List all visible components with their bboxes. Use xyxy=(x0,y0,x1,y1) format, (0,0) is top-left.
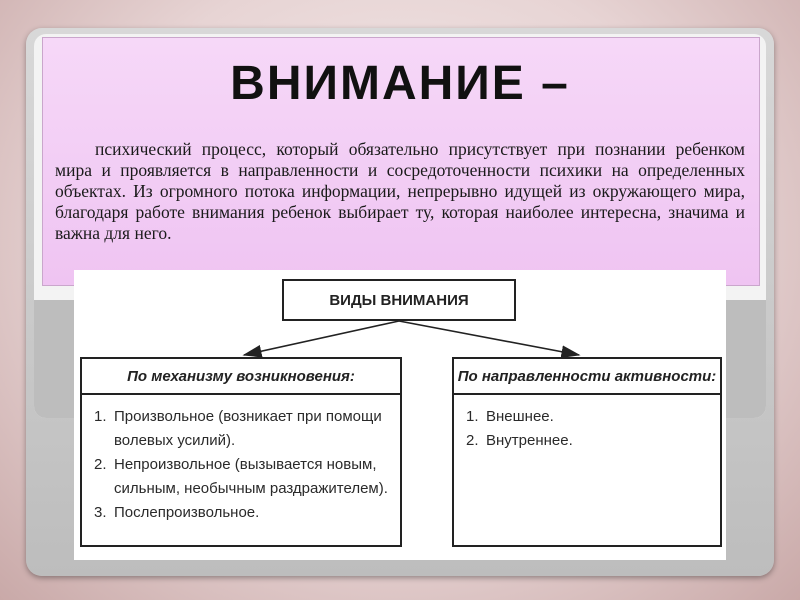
list-item-text: Послепроизвольное. xyxy=(114,504,260,521)
list-item xyxy=(466,429,712,453)
branch-mechanism xyxy=(80,357,402,547)
diagram-root-label: ВИДЫ ВНИМАНИЯ xyxy=(329,291,469,309)
list-item-number: 1. xyxy=(94,408,107,425)
list-item-text: Произвольное (возникает при помощи волевых усилий). xyxy=(114,408,382,449)
list-item xyxy=(94,405,392,453)
list-item-number: 1. xyxy=(466,408,479,425)
list-item-text: Внешнее. xyxy=(486,408,554,425)
arrow-to-left-branch xyxy=(244,321,399,355)
list-item xyxy=(94,501,392,525)
diagram-root-box xyxy=(282,279,516,321)
branch-direction xyxy=(452,357,722,547)
list-item-number: 3. xyxy=(94,504,107,521)
slide-title: ВНИМАНИЕ – xyxy=(230,57,570,110)
list-item-text: Внутреннее. xyxy=(486,432,573,449)
arrow-to-right-branch xyxy=(399,321,579,355)
branch-direction-heading: По направленности активности: xyxy=(454,359,720,395)
list-item-number: 2. xyxy=(466,432,479,449)
list-item xyxy=(466,405,712,429)
definition-text: психический процесс, который обязательно присутствует при познании ребенком мира и проявляется в направленности и сосредоточенности психики на определенных объектах. Из огромного потока информации, непрерывно идущей из окружающего мира, благодаря работе внимания ребенок выбирает ту, которая наиболее интересна, значима и важна для него. xyxy=(55,139,745,243)
attention-types-diagram xyxy=(74,270,726,560)
list-item xyxy=(94,453,392,501)
branch-direction-list xyxy=(454,395,720,453)
branch-mechanism-list xyxy=(82,395,400,525)
branch-mechanism-heading: По механизму возникновения: xyxy=(82,359,400,395)
list-item-text: Непроизвольное (вызывается новым, сильным, необычным раздражителем). xyxy=(114,456,388,497)
list-item-number: 2. xyxy=(94,456,107,473)
